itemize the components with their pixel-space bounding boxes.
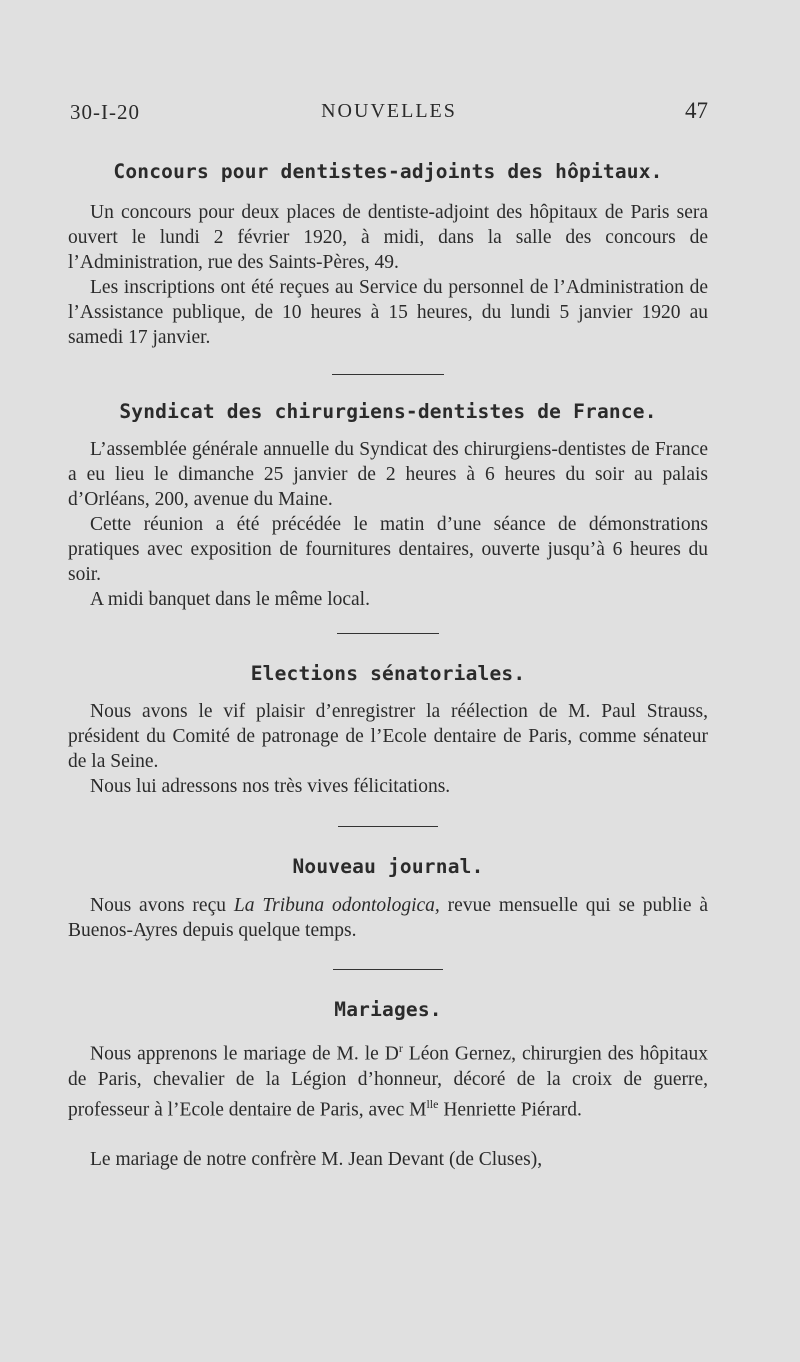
paragraph: Un concours pour deux places de dentiste-adjoint des hôpitaux de Paris sera ouvert le lundi 2 février 1920, à midi, dans la salle des concours de l’Administration, rue des Saints-Pères, 49. bbox=[68, 202, 708, 273]
paragraph: Nous avons le vif plaisir d’enregistrer la réélection de M. Paul Strauss, président du Comité de patronage de l’Ecole dentaire de Paris, comme sénateur de la Seine. bbox=[68, 701, 708, 772]
section-divider bbox=[337, 633, 439, 634]
text-run: Henriette Piérard. bbox=[438, 1099, 582, 1120]
section-title-elections: Elections sénatoriales. bbox=[250, 662, 526, 685]
superscript: r bbox=[398, 1041, 403, 1055]
section-title-concours: Concours pour dentistes-adjoints des hôpitaux. bbox=[113, 160, 663, 183]
paragraph: Nous lui adressons nos très vives félicitations. bbox=[90, 776, 451, 797]
text-run: Léon Gernez, chirurgien des hôpitaux de Paris, chevalier de la Légion d’honneur, décoré de la croix de guerre, professeur à l’Ecole dentaire de Paris, avec M bbox=[68, 1043, 708, 1120]
journal-title: La Tribuna odontologica, bbox=[233, 895, 440, 916]
paragraph bbox=[68, 1036, 708, 1122]
header-date: 30-I-20 bbox=[70, 100, 140, 124]
section-title-syndicat: Syndicat des chirurgiens-dentistes de France. bbox=[119, 400, 657, 423]
paragraph: A midi banquet dans le même local. bbox=[90, 589, 370, 610]
header-title: NOUVELLES bbox=[321, 100, 457, 122]
paragraph: Les inscriptions ont été reçues au Service du personnel de l’Administration de l’Assistance publique, de 10 heures à 15 heures, du lundi 5 janvier 1920 au samedi 17 janvier. bbox=[68, 277, 708, 348]
paragraph: L’assemblée générale annuelle du Syndicat des chirurgiens-dentistes de France a eu lieu le dimanche 25 janvier de 2 heures à 6 heures du soir au palais d’Orléans, 200, avenue du Maine. bbox=[68, 439, 708, 510]
paragraph bbox=[68, 893, 708, 943]
section-body-mariages bbox=[68, 1036, 708, 1172]
section-body-elections bbox=[68, 699, 708, 799]
section-body-concours bbox=[68, 200, 708, 350]
article-column bbox=[68, 150, 708, 1172]
paragraph: Cette réunion a été précédée le matin d’une séance de démonstrations pratiques avec exposition de fournitures dentaires, ouverte jusqu’à 6 heures du soir. bbox=[68, 514, 708, 585]
section-title-mariages: Mariages. bbox=[334, 998, 442, 1021]
section-divider bbox=[333, 969, 443, 970]
section-divider bbox=[332, 374, 444, 375]
section-title-nouveau-journal: Nouveau journal. bbox=[292, 855, 484, 878]
text-run: revue mensuelle qui se publie à Buenos-Ayres depuis quelque temps. bbox=[68, 895, 709, 941]
text-run: Nous avons reçu bbox=[90, 895, 234, 916]
text-run: Nous apprenons le mariage de M. le D bbox=[90, 1043, 399, 1065]
section-divider bbox=[338, 826, 438, 827]
running-header bbox=[70, 98, 708, 128]
page-number: 47 bbox=[685, 98, 708, 123]
section-body-nouveau-journal bbox=[68, 893, 708, 943]
section-body-syndicat bbox=[68, 437, 708, 612]
paragraph: Le mariage de notre confrère M. Jean Devant (de Cluses), bbox=[90, 1149, 543, 1170]
superscript: lle bbox=[426, 1096, 439, 1111]
